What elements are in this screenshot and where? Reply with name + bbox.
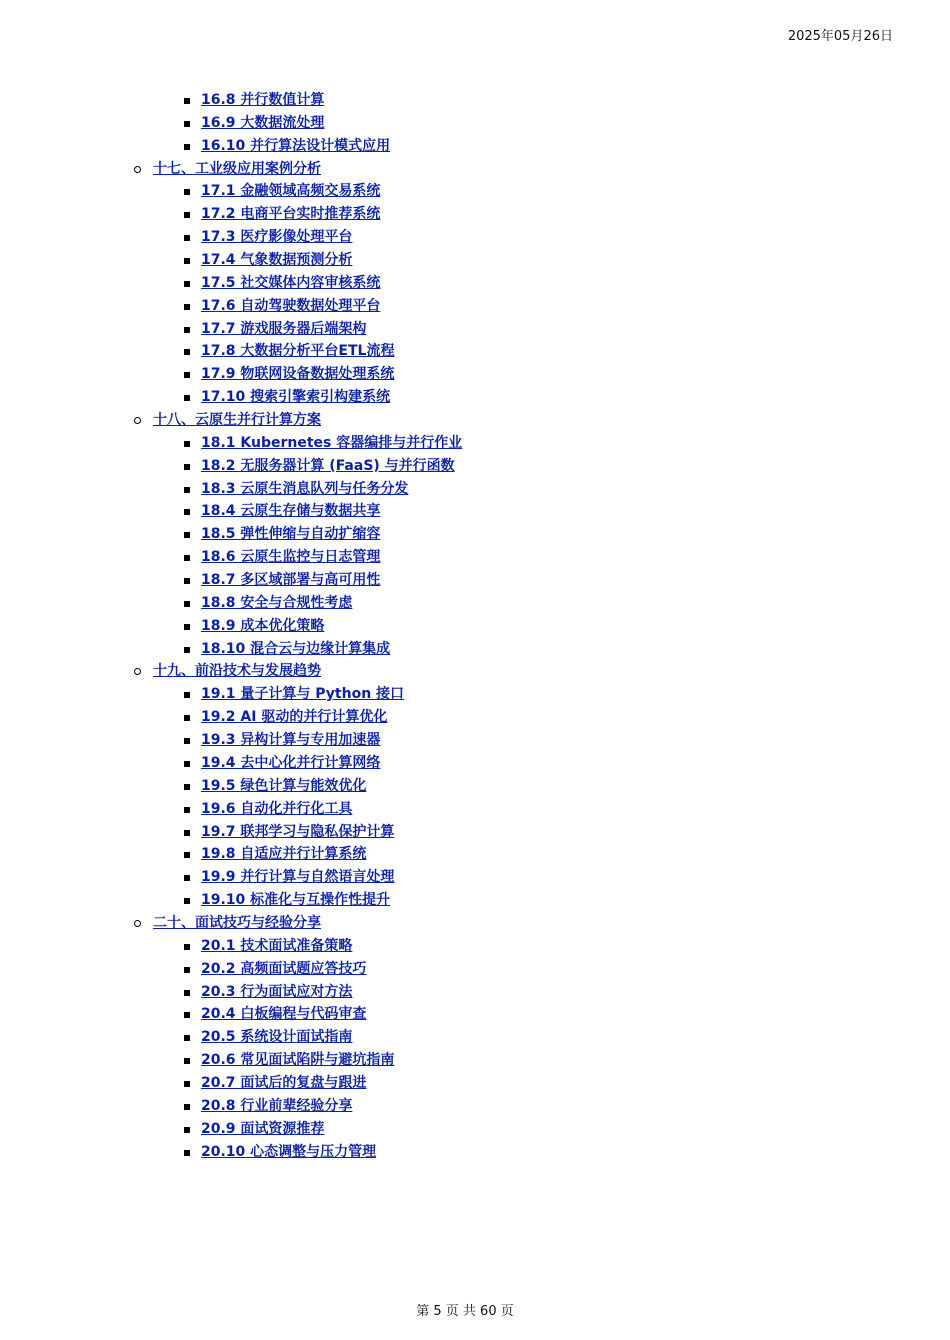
toc-section-link[interactable]: 18.6 云原生监控与日志管理 bbox=[201, 549, 381, 566]
square-bullet-icon bbox=[184, 967, 190, 973]
toc-section-link[interactable]: 18.3 云原生消息队列与任务分发 bbox=[201, 480, 409, 497]
toc-section-link[interactable]: 20.4 白板编程与代码审查 bbox=[201, 1006, 367, 1023]
toc-section-item bbox=[0, 821, 900, 844]
square-bullet-icon bbox=[184, 852, 190, 858]
toc-section-item bbox=[0, 478, 900, 501]
square-bullet-icon bbox=[184, 281, 190, 287]
toc-section-link[interactable]: 19.5 绿色计算与能效优化 bbox=[201, 777, 367, 794]
square-bullet-icon bbox=[184, 990, 190, 996]
toc-section-item bbox=[0, 638, 900, 661]
toc-section-item bbox=[0, 1003, 900, 1026]
toc-section-item bbox=[0, 1141, 900, 1164]
toc-section-link[interactable]: 20.2 高频面试题应答技巧 bbox=[201, 960, 367, 977]
toc-section-item bbox=[0, 615, 900, 638]
toc-chapter-link[interactable]: 二十、面试技巧与经验分享 bbox=[153, 914, 321, 931]
square-bullet-icon bbox=[184, 1081, 190, 1087]
toc-chapter-item bbox=[0, 409, 900, 432]
toc-section-link[interactable]: 17.2 电商平台实时推荐系统 bbox=[201, 206, 381, 223]
square-bullet-icon bbox=[184, 1058, 190, 1064]
circle-bullet-icon bbox=[134, 417, 141, 424]
toc-section-item bbox=[0, 386, 900, 409]
toc-section-link[interactable]: 20.8 行业前辈经验分享 bbox=[201, 1097, 353, 1114]
square-bullet-icon bbox=[184, 555, 190, 561]
square-bullet-icon bbox=[184, 784, 190, 790]
square-bullet-icon bbox=[184, 807, 190, 813]
toc-section-link[interactable]: 20.3 行为面试应对方法 bbox=[201, 983, 353, 1000]
square-bullet-icon bbox=[184, 578, 190, 584]
toc-section-item bbox=[0, 249, 900, 272]
table-of-contents bbox=[0, 89, 900, 1163]
square-bullet-icon bbox=[184, 875, 190, 881]
toc-section-item bbox=[0, 958, 900, 981]
square-bullet-icon bbox=[184, 212, 190, 218]
toc-section-item bbox=[0, 889, 900, 912]
square-bullet-icon bbox=[184, 189, 190, 195]
toc-section-item bbox=[0, 981, 900, 1004]
square-bullet-icon bbox=[184, 372, 190, 378]
toc-section-item bbox=[0, 1026, 900, 1049]
toc-chapter-item bbox=[0, 660, 900, 683]
square-bullet-icon bbox=[184, 121, 190, 127]
toc-section-link[interactable]: 20.1 技术面试准备策略 bbox=[201, 937, 353, 954]
square-bullet-icon bbox=[184, 830, 190, 836]
toc-section-item bbox=[0, 203, 900, 226]
header-date: 2025年05月26日 bbox=[787, 29, 893, 44]
toc-section-item bbox=[0, 592, 900, 615]
toc-section-link[interactable]: 18.4 云原生存储与数据共享 bbox=[201, 503, 381, 520]
circle-bullet-icon bbox=[134, 166, 141, 173]
toc-section-link[interactable]: 19.9 并行计算与自然语言处理 bbox=[201, 869, 395, 886]
toc-section-link[interactable]: 17.3 医疗影像处理平台 bbox=[201, 229, 353, 246]
square-bullet-icon bbox=[184, 304, 190, 310]
square-bullet-icon bbox=[184, 258, 190, 264]
square-bullet-icon bbox=[184, 441, 190, 447]
toc-section-item bbox=[0, 935, 900, 958]
toc-section-link[interactable]: 16.10 并行算法设计模式应用 bbox=[201, 137, 391, 154]
toc-section-item bbox=[0, 112, 900, 135]
square-bullet-icon bbox=[184, 1035, 190, 1041]
page-number-footer: 第 5 页 共 60 页 bbox=[416, 1304, 514, 1319]
toc-section-link[interactable]: 19.10 标准化与互操作性提升 bbox=[201, 892, 391, 909]
toc-section-item bbox=[0, 1072, 900, 1095]
toc-chapter-item bbox=[0, 912, 900, 935]
toc-section-item bbox=[0, 180, 900, 203]
square-bullet-icon bbox=[184, 509, 190, 515]
circle-bullet-icon bbox=[134, 920, 141, 927]
square-bullet-icon bbox=[184, 715, 190, 721]
toc-section-link[interactable]: 17.5 社交媒体内容审核系统 bbox=[201, 274, 381, 291]
toc-chapter-item bbox=[0, 158, 900, 181]
toc-section-link[interactable]: 18.7 多区域部署与高可用性 bbox=[201, 572, 381, 589]
square-bullet-icon bbox=[184, 898, 190, 904]
toc-section-link[interactable]: 19.7 联邦学习与隐私保护计算 bbox=[201, 823, 395, 840]
toc-chapter-link[interactable]: 十八、云原生并行计算方案 bbox=[153, 412, 321, 429]
square-bullet-icon bbox=[184, 692, 190, 698]
toc-section-link[interactable]: 19.3 异构计算与专用加速器 bbox=[201, 732, 381, 749]
toc-section-link[interactable]: 17.9 物联网设备数据处理系统 bbox=[201, 366, 395, 383]
square-bullet-icon bbox=[184, 349, 190, 355]
toc-section-item bbox=[0, 866, 900, 889]
toc-section-item bbox=[0, 729, 900, 752]
toc-section-link[interactable]: 19.1 量子计算与 Python 接口 bbox=[201, 686, 405, 703]
toc-section-link[interactable]: 18.5 弹性伸缩与自动扩缩容 bbox=[201, 526, 381, 543]
toc-section-item bbox=[0, 500, 900, 523]
toc-section-item bbox=[0, 752, 900, 775]
toc-section-link[interactable]: 18.9 成本优化策略 bbox=[201, 617, 325, 634]
toc-section-item bbox=[0, 295, 900, 318]
square-bullet-icon bbox=[184, 1012, 190, 1018]
square-bullet-icon bbox=[184, 1150, 190, 1156]
toc-section-link[interactable]: 18.8 安全与合规性考虑 bbox=[201, 594, 353, 611]
toc-section-link[interactable]: 16.8 并行数值计算 bbox=[201, 92, 325, 108]
square-bullet-icon bbox=[184, 487, 190, 493]
toc-section-link[interactable]: 19.4 去中心化并行计算网络 bbox=[201, 754, 381, 771]
toc-section-item bbox=[0, 135, 900, 158]
square-bullet-icon bbox=[184, 944, 190, 950]
toc-chapter-link[interactable]: 十七、工业级应用案例分析 bbox=[153, 160, 321, 177]
toc-section-link[interactable]: 17.7 游戏服务器后端架构 bbox=[201, 320, 367, 337]
toc-section-item bbox=[0, 226, 900, 249]
toc-section-item bbox=[0, 363, 900, 386]
toc-section-item bbox=[0, 340, 900, 363]
toc-section-link[interactable]: 19.2 AI 驱动的并行计算优化 bbox=[201, 709, 388, 726]
toc-section-item bbox=[0, 683, 900, 706]
toc-section-item bbox=[0, 272, 900, 295]
toc-section-item bbox=[0, 523, 900, 546]
toc-section-link[interactable]: 20.5 系统设计面试指南 bbox=[201, 1029, 353, 1046]
toc-section-link[interactable]: 20.6 常见面试陷阱与避坑指南 bbox=[201, 1052, 395, 1069]
square-bullet-icon bbox=[184, 395, 190, 401]
square-bullet-icon bbox=[184, 327, 190, 333]
square-bullet-icon bbox=[184, 1104, 190, 1110]
toc-section-link[interactable]: 18.2 无服务器计算 (FaaS) 与并行函数 bbox=[201, 457, 455, 474]
toc-section-item bbox=[0, 1049, 900, 1072]
toc-section-link[interactable]: 19.8 自适应并行计算系统 bbox=[201, 846, 367, 863]
square-bullet-icon bbox=[184, 235, 190, 241]
toc-section-item bbox=[0, 432, 900, 455]
toc-section-link[interactable]: 20.10 心态调整与压力管理 bbox=[201, 1143, 377, 1160]
toc-section-item bbox=[0, 89, 900, 112]
square-bullet-icon bbox=[184, 1127, 190, 1133]
toc-section-item bbox=[0, 798, 900, 821]
square-bullet-icon bbox=[184, 761, 190, 767]
toc-section-link[interactable]: 17.1 金融领域高频交易系统 bbox=[201, 183, 381, 200]
toc-section-item bbox=[0, 318, 900, 341]
toc-section-link[interactable]: 18.10 混合云与边缘计算集成 bbox=[201, 640, 391, 657]
square-bullet-icon bbox=[184, 532, 190, 538]
toc-section-link[interactable]: 17.6 自动驾驶数据处理平台 bbox=[201, 297, 381, 314]
toc-section-link[interactable]: 20.9 面试资源推荐 bbox=[201, 1120, 325, 1137]
toc-section-item bbox=[0, 706, 900, 729]
toc-section-item bbox=[0, 775, 900, 798]
toc-section-item bbox=[0, 1118, 900, 1141]
square-bullet-icon bbox=[184, 464, 190, 470]
square-bullet-icon bbox=[184, 98, 190, 104]
toc-section-link[interactable]: 19.6 自动化并行化工具 bbox=[201, 800, 353, 817]
toc-section-link[interactable]: 20.7 面试后的复盘与跟进 bbox=[201, 1074, 367, 1091]
toc-section-link[interactable]: 18.1 Kubernetes 容器编排与并行作业 bbox=[201, 434, 463, 451]
toc-chapter-link[interactable]: 十九、前沿技术与发展趋势 bbox=[153, 663, 321, 680]
toc-section-item bbox=[0, 569, 900, 592]
toc-section-item bbox=[0, 455, 900, 478]
toc-section-link[interactable]: 17.4 气象数据预测分析 bbox=[201, 252, 353, 269]
square-bullet-icon bbox=[184, 738, 190, 744]
circle-bullet-icon bbox=[134, 668, 141, 675]
square-bullet-icon bbox=[184, 601, 190, 607]
toc-section-item bbox=[0, 1095, 900, 1118]
toc-section-link[interactable]: 17.10 搜索引擎索引构建系统 bbox=[201, 389, 391, 406]
square-bullet-icon bbox=[184, 144, 190, 150]
square-bullet-icon bbox=[184, 647, 190, 653]
square-bullet-icon bbox=[184, 624, 190, 630]
toc-section-item bbox=[0, 843, 900, 866]
toc-section-item bbox=[0, 546, 900, 569]
toc-section-link[interactable]: 17.8 大数据分析平台ETL流程 bbox=[201, 343, 395, 360]
toc-section-link[interactable]: 16.9 大数据流处理 bbox=[201, 114, 325, 131]
